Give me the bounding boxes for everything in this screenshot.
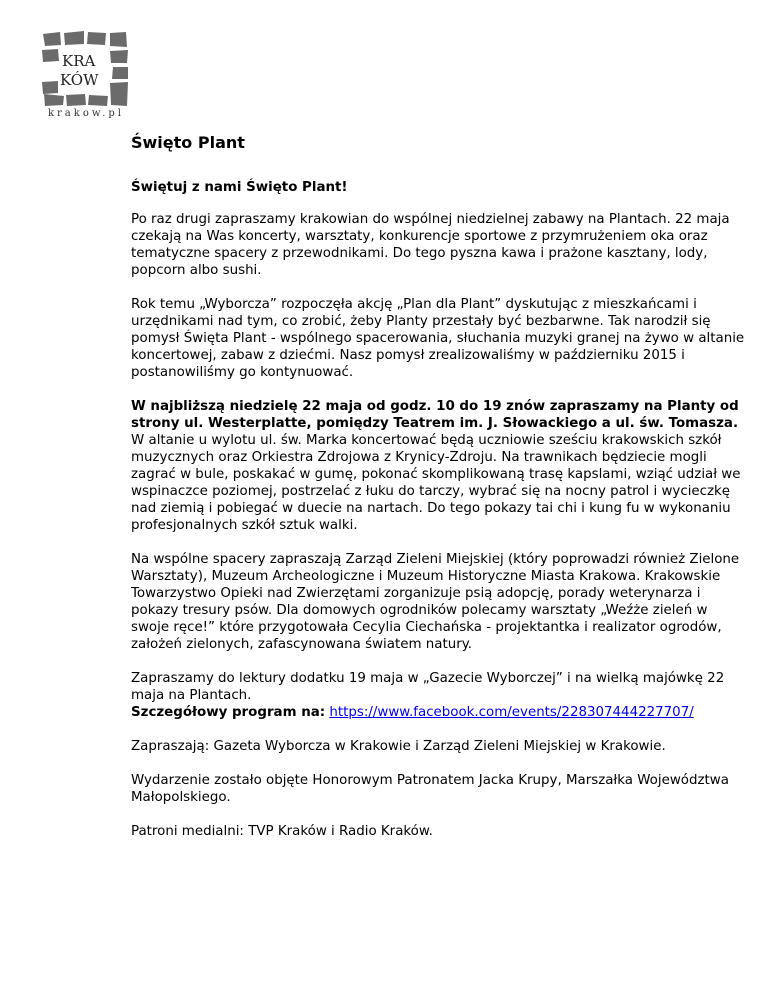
paragraph-history: Rok temu „Wyborcza” rozpoczęła akcję „Plan dla Plant” dyskutując z mieszkańcami i urzędnikami nad tym, co zrobić, żeby Planty przestały być bezbarwne. Tak narodził się pomysł Święta Plant - wspólnego spacerowania, słuchania muzyki granej na żywo w altanie koncertowej, zabaw z dziećmi. Nasz pomysł zrealizowaliśmy w październiku 2015 i postanowiliśmy go kontynuować. xyxy=(131,297,745,380)
paragraph-organizers: Zapraszają: Gazeta Wyborcza w Krakowie i Zarząd Zieleni Miejskiej w Krakowie. xyxy=(131,739,666,754)
subtitle: Świętuj z nami Święto Plant! xyxy=(131,180,348,195)
article-content xyxy=(131,133,746,840)
page-title: Święto Plant xyxy=(131,133,245,152)
paragraph-program-text: W altanie u wylotu ul. św. Marka koncertować będą uczniowie sześciu krakowskich szkół muzycznych oraz Orkiestra Zdrojowa z Krynicy-Zdroju. Na trawnikach będziecie mogli zagrać w bule, poskakać w gumę, pokonać skomplikowaną trasę kapslami, wziąć udział we wspinaczce poziomej, postrzelać z łuku do tarczy, wybrać się na nocny patrol i wycieczkę nad ziemią i pobiegać w duecie na nartach. Do tego pokazy tai chi i kung fu w wykonaniu profesjonalnych szkół sztuk walki. xyxy=(131,433,741,533)
paragraph-patronage: Wydarzenie zostało objęte Honorowym Patronatem Jacka Krupy, Marszałka Województwa Małopolskiego. xyxy=(131,773,729,805)
krakow-logo-mark xyxy=(40,30,132,110)
paragraph-program xyxy=(131,398,746,534)
logo-text-line2: KÓW xyxy=(60,71,99,89)
paragraph-intro: Po raz drugi zapraszamy krakowian do wspólnej niedzielnej zabawy na Plantach. 22 maja czekają na Was koncerty, warsztaty, konkurencje sportowe z przymrużeniem oka oraz tematyczne spacery z przewodnikami. Do tego pyszna kawa i prażone kasztany, lody, popcorn albo sushi. xyxy=(131,212,730,278)
paragraph-invitation xyxy=(131,670,746,721)
paragraph-media-patrons: Patroni medialni: TVP Kraków i Radio Kraków. xyxy=(131,824,433,839)
program-label: Szczegółowy program na: xyxy=(131,705,326,720)
paragraph-program-highlight: W najbliższą niedzielę 22 maja od godz. 10 do 19 znów zapraszamy na Planty od strony ul. Westerplatte, pomiędzy Teatrem im. J. Słowackiego a ul. św. Tomasza. xyxy=(131,399,739,431)
program-link[interactable]: https://www.facebook.com/events/228307444227707/ xyxy=(329,705,694,720)
invitation-text: Zapraszamy do lektury dodatku 19 maja w „Gazecie Wyborczej” i na wielką majówkę 22 maja na Plantach. xyxy=(131,671,725,703)
krakow-logo xyxy=(40,30,132,122)
logo-text-line1: KRA xyxy=(62,52,96,70)
paragraph-walks: Na wspólne spacery zapraszają Zarząd Zieleni Miejskiej (który poprowadzi również Zielone Warsztaty), Muzeum Archeologiczne i Muzeum Historyczne Miasta Krakowa. Krakowskie Towarzystwo Opieki nad Zwierzętami zorganizuje psią adopcję, porady weterynarza i pokazy tresury psów. Dla domowych ogrodników polecamy warsztaty „Weźże zieleń w swoje ręce!” które przygotowała Cecylia Ciechańska - projektantka i realizator ogrodów, założeń zielonych, zafascynowana światem natury. xyxy=(131,552,740,652)
logo-caption: krakow.pl xyxy=(47,108,125,119)
